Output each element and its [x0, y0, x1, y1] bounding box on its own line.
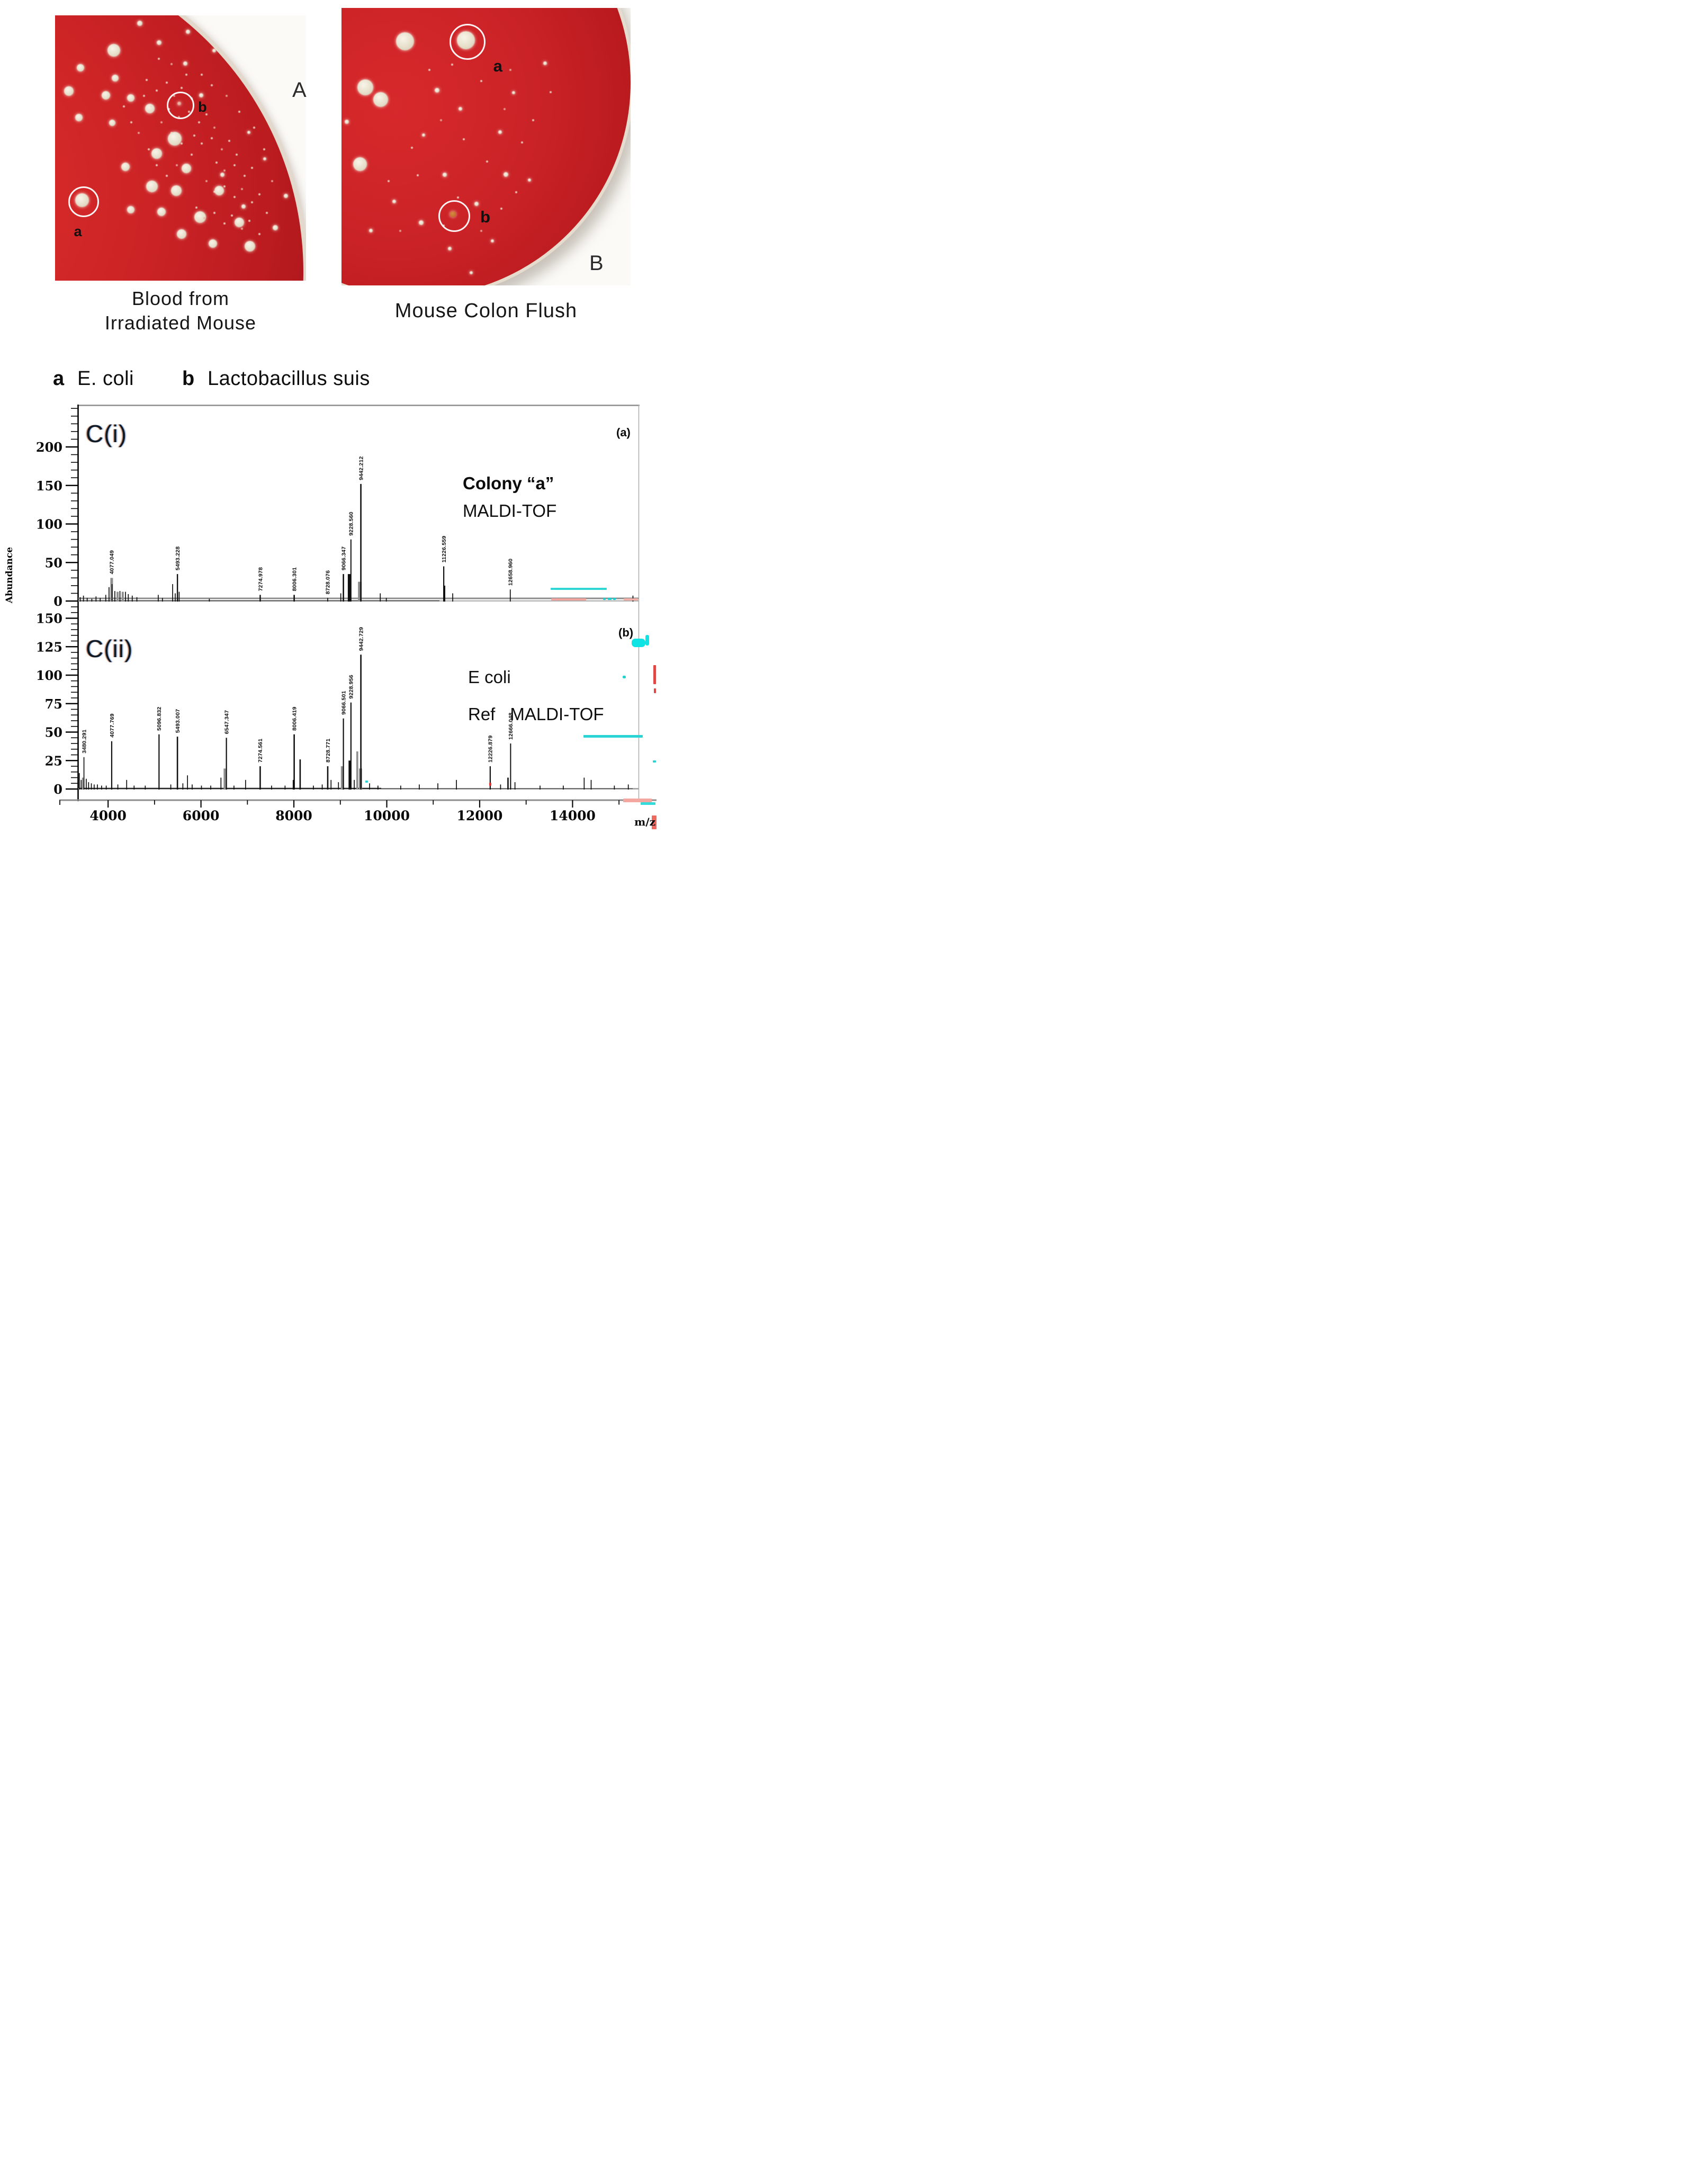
colony	[422, 133, 425, 137]
colony	[512, 91, 515, 94]
colony	[112, 75, 119, 82]
scan-artifact	[613, 598, 616, 600]
cii-peak-label: 6547.347	[223, 710, 230, 734]
xtick-label: 8000	[275, 808, 312, 823]
micro-colony-speck	[221, 148, 223, 150]
colony	[263, 157, 266, 160]
micro-colony-speck	[223, 185, 226, 187]
legend-name-b: Lactobacillus suis	[208, 368, 370, 390]
cii-ytick-label: 0	[53, 782, 62, 797]
cii-peak-label: 4077.769	[109, 713, 115, 738]
panel-cii-title: C(ii)	[86, 635, 133, 662]
ci-ytick-label: 0	[53, 594, 62, 609]
xtick-label: 12000	[456, 808, 503, 823]
micro-colony-speck	[251, 201, 253, 203]
ci-annotation-line1: Colony “a”	[463, 473, 554, 493]
cii-peak-label: 8006.419	[291, 706, 298, 731]
colony	[474, 202, 479, 206]
legend-key-a: a	[53, 368, 65, 390]
micro-colony-speck	[148, 148, 150, 150]
plate-a-caption-line2: Irradiated Mouse	[104, 312, 257, 334]
cii-peak-label: 5493.007	[174, 709, 181, 733]
micro-colony-speck	[166, 82, 168, 84]
ci-peak-label: 5493.228	[174, 546, 181, 571]
panel-ci-title: C(i)	[86, 420, 128, 447]
colony	[171, 185, 182, 196]
cii-annotation-line1: E coli	[468, 667, 511, 687]
micro-colony-speck	[440, 119, 442, 121]
colony	[245, 241, 255, 252]
colony	[353, 157, 367, 171]
cii-ytick-label: 125	[35, 639, 62, 655]
colony	[168, 132, 182, 146]
colony	[235, 218, 244, 227]
micro-colony-speck	[215, 162, 218, 164]
scan-artifact	[632, 639, 645, 647]
scan-artifact	[551, 588, 607, 590]
scan-artifact	[365, 781, 368, 783]
colony	[151, 148, 162, 159]
ci-ytick-label: 50	[44, 555, 62, 571]
cii-peak-label: 7274.561	[257, 738, 264, 763]
colony	[75, 114, 83, 121]
colony	[146, 181, 158, 192]
micro-colony-speck	[271, 180, 273, 182]
micro-colony-speck	[251, 167, 253, 169]
micro-colony-speck	[258, 233, 260, 235]
ci-peak-label: 8006.301	[291, 567, 298, 591]
scan-artifact	[623, 676, 626, 678]
micro-colony-speck	[509, 69, 511, 71]
cii-ytick-label: 25	[44, 753, 62, 769]
annotation-label-b: b	[480, 208, 491, 227]
colony	[145, 104, 155, 113]
micro-colony-speck	[231, 214, 233, 217]
micro-colony-speck	[156, 89, 158, 92]
ci-peak-label: 8728.076	[325, 570, 331, 595]
panel-letter-b: B	[589, 252, 604, 275]
colony	[419, 220, 424, 225]
xtick-label: 14000	[549, 808, 596, 823]
annotation-label-b: b	[198, 98, 207, 115]
colony	[357, 79, 373, 95]
scan-artifact	[608, 598, 612, 600]
cii-annotation-ref: Ref	[468, 704, 496, 724]
ci-peak-label: 9228.560	[348, 512, 355, 536]
ci-peak-label: 4077.049	[109, 550, 115, 575]
micro-colony-speck	[166, 175, 168, 177]
annotation-label-a: a	[74, 223, 82, 240]
annotation-circle-b	[167, 92, 194, 119]
micro-colony-speck	[156, 164, 158, 166]
micro-colony-speck	[176, 164, 178, 166]
xtick-label: 4000	[89, 808, 127, 823]
micro-colony-speck	[241, 228, 243, 230]
micro-colony-speck	[515, 191, 517, 193]
colony	[247, 131, 250, 134]
cii-peak-label: 3480.291	[81, 729, 88, 754]
cii-peak-label: 8728.771	[325, 738, 331, 763]
scan-artifact	[624, 598, 638, 601]
colony	[284, 194, 288, 198]
scan-artifact	[551, 598, 586, 601]
colony	[77, 64, 84, 71]
scan-artifact	[603, 598, 606, 600]
ci-peak-label: 7274.978	[257, 567, 264, 591]
annotation-circle-a	[450, 24, 486, 60]
colony	[470, 271, 473, 274]
scan-artifact	[645, 635, 649, 646]
micro-colony-speck	[411, 147, 413, 149]
y-axis-label: Abundance	[4, 546, 15, 604]
panel-tag-b: (b)	[618, 626, 634, 639]
colony	[107, 44, 120, 57]
cii-ytick-label: 75	[44, 696, 62, 712]
colony	[345, 120, 349, 124]
micro-colony-speck	[244, 175, 246, 177]
colony	[369, 229, 373, 232]
micro-colony-speck	[213, 191, 215, 193]
cii-peak-label: 9442.729	[358, 626, 365, 651]
colony	[373, 92, 388, 107]
annotation-label-a: a	[493, 56, 502, 75]
colony	[182, 164, 191, 173]
ci-ytick-label: 200	[35, 440, 62, 455]
micro-colony-speck	[213, 212, 215, 214]
micro-colony-speck	[248, 220, 250, 222]
scan-artifact	[654, 688, 656, 693]
ci-peak-label: 12658.960	[507, 558, 514, 586]
colony	[199, 93, 203, 97]
panel-tag-a: (a)	[616, 426, 631, 439]
colony	[443, 173, 447, 177]
micro-colony-speck	[258, 193, 260, 195]
colony	[396, 32, 414, 50]
scan-artifact	[653, 665, 656, 684]
colony	[64, 86, 74, 96]
scan-artifact	[489, 783, 491, 786]
colony	[435, 88, 439, 93]
colony	[109, 120, 115, 126]
micro-colony-speck	[266, 212, 268, 214]
micro-colony-speck	[241, 188, 243, 190]
cii-ytick-label: 100	[35, 668, 62, 683]
ci-ytick-label: 100	[35, 516, 62, 532]
micro-colony-speck	[146, 79, 148, 81]
ci-annotation-line2: MALDI-TOF	[463, 501, 557, 521]
scan-artifact	[583, 735, 643, 738]
cii-ytick-label: 50	[44, 724, 62, 740]
colony	[102, 91, 110, 100]
micro-colony-speck	[223, 169, 226, 172]
annotation-circle-b	[438, 200, 470, 232]
micro-colony-speck	[233, 164, 236, 166]
cii-annotation-line2	[468, 704, 604, 724]
cii-peak-label: 12666.048	[508, 712, 515, 740]
plate-b-caption: Mouse Colon Flush	[394, 300, 578, 322]
xtick-label: 10000	[364, 808, 410, 823]
cii-peak-label: 5096.832	[156, 706, 163, 731]
xtick-label: 6000	[182, 808, 220, 823]
scan-artifact	[641, 802, 655, 805]
micro-colony-speck	[203, 217, 205, 219]
micro-colony-speck	[233, 196, 236, 198]
cii-peak-label: 9066.501	[340, 691, 347, 715]
legend-name-a: E. coli	[77, 368, 134, 390]
cii-peak-label: 12226.879	[487, 735, 494, 763]
ci-ytick-label: 150	[35, 478, 62, 494]
cii-peak-label: 9228.956	[348, 675, 355, 699]
legend-key-b: b	[182, 368, 195, 390]
colony	[177, 229, 186, 239]
annotation-circle-a	[68, 186, 99, 217]
colony	[127, 94, 134, 102]
micro-colony-speck	[223, 222, 226, 225]
colony	[209, 239, 217, 248]
colony	[157, 40, 161, 45]
micro-colony-speck	[504, 108, 506, 110]
panel-letter-a: A	[292, 78, 307, 102]
figure-canvas	[0, 0, 657, 830]
micro-colony-speck	[236, 154, 238, 156]
ci-peak-label: 9066.347	[340, 546, 347, 571]
colony	[273, 225, 278, 230]
cii-ytick-label: 150	[35, 611, 62, 626]
colony	[528, 178, 531, 182]
plate-a-caption-line1: Blood from	[131, 288, 230, 309]
ci-peak-label: 11226.559	[441, 535, 447, 563]
x-axis-label: m/z	[634, 815, 655, 828]
cii-annotation-maldi: MALDI-TOF	[510, 704, 604, 724]
micro-colony-speck	[191, 154, 193, 156]
scan-artifact	[623, 799, 652, 802]
scan-artifact	[653, 760, 656, 763]
micro-colony-speck	[521, 141, 523, 144]
ci-peak-label: 9442.212	[358, 456, 365, 480]
